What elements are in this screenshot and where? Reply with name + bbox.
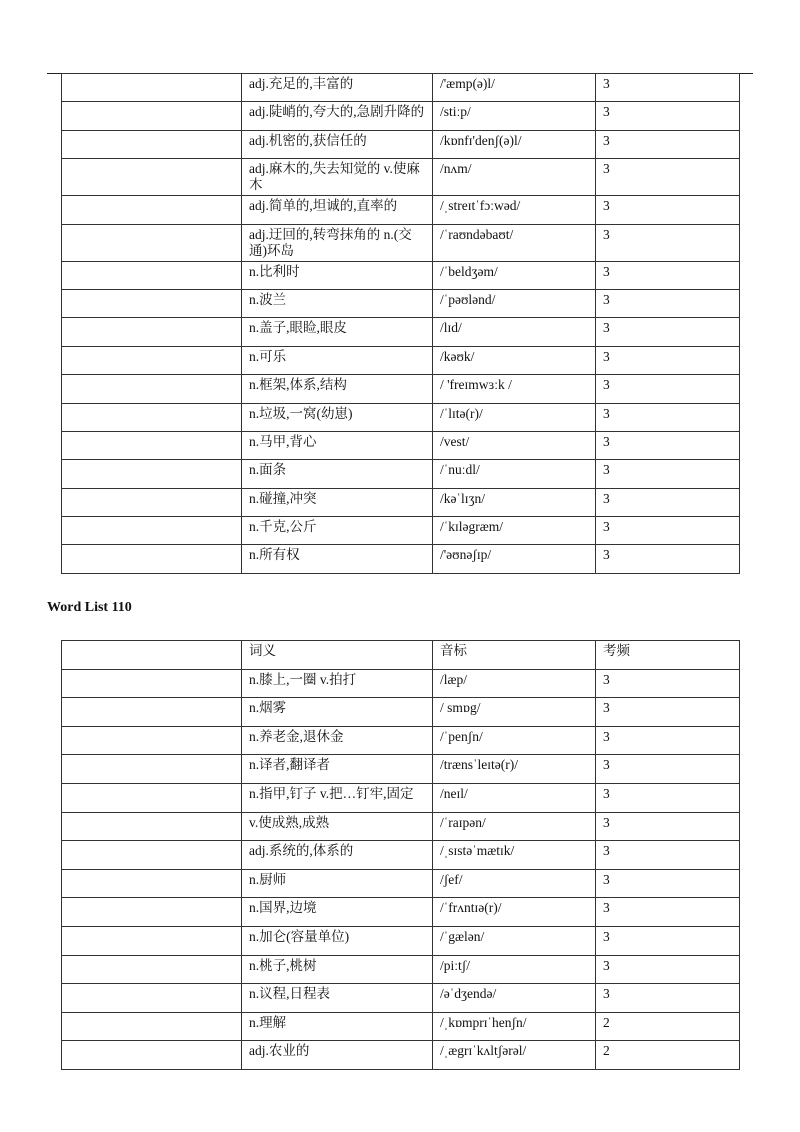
phonetic-cell: /stiːp/: [433, 102, 596, 130]
phonetic-cell: /kɒnfɪ'denʃ(ə)l/: [433, 130, 596, 158]
phonetic-cell: /ˈnuːdl/: [433, 460, 596, 488]
frequency-cell: 3: [596, 726, 740, 755]
phonetic-cell: /ˌstreɪtˈfɔːwəd/: [433, 196, 596, 224]
frequency-cell: 3: [596, 841, 740, 870]
word-cell: [62, 159, 242, 196]
phonetic-cell: /ˌsɪstəˈmætɪk/: [433, 841, 596, 870]
frequency-cell: 3: [596, 698, 740, 727]
table-row: [62, 130, 740, 158]
table-row: [62, 403, 740, 431]
frequency-cell: 3: [596, 159, 740, 196]
section-title: Word List 110: [47, 600, 132, 615]
word-cell: [62, 224, 242, 261]
word-cell: [62, 545, 242, 573]
frequency-cell: 3: [596, 224, 740, 261]
phonetic-cell: /læp/: [433, 669, 596, 698]
definition-cell: n.马甲,背心: [242, 431, 433, 459]
word-cell: [62, 698, 242, 727]
phonetic-cell: /ʃef/: [433, 869, 596, 898]
definition-cell: n.国界,边境: [242, 898, 433, 927]
phonetic-cell: /ˈkɪləgræm/: [433, 517, 596, 545]
word-cell: [62, 261, 242, 289]
phonetic-cell: /ˌægrɪˈkʌltʃərəl/: [433, 1041, 596, 1070]
frequency-cell: 3: [596, 403, 740, 431]
table-row: [62, 926, 740, 955]
table-row: [62, 159, 740, 196]
word-cell: [62, 318, 242, 346]
header-definition: 词义: [242, 641, 433, 670]
table-row: [62, 726, 740, 755]
table-row: [62, 755, 740, 784]
definition-cell: n.所有权: [242, 545, 433, 573]
phonetic-cell: /trænsˈleɪtə(r)/: [433, 755, 596, 784]
frequency-cell: 3: [596, 755, 740, 784]
frequency-cell: 3: [596, 545, 740, 573]
definition-cell: adj.农业的: [242, 1041, 433, 1070]
word-cell: [62, 955, 242, 984]
word-cell: [62, 726, 242, 755]
definition-cell: adj.充足的,丰富的: [242, 74, 433, 102]
frequency-cell: 3: [596, 898, 740, 927]
table-row: [62, 783, 740, 812]
phonetic-cell: /'æmp(ə)l/: [433, 74, 596, 102]
frequency-cell: 3: [596, 812, 740, 841]
definition-cell: n.膝上,一圈 v.拍打: [242, 669, 433, 698]
definition-cell: adj.迂回的,转弯抹角的 n.(交通)环岛: [242, 224, 433, 261]
frequency-cell: 3: [596, 346, 740, 374]
phonetic-cell: /lɪd/: [433, 318, 596, 346]
phonetic-cell: /ˈfrʌntɪə(r)/: [433, 898, 596, 927]
definition-cell: n.垃圾,一窝(幼崽): [242, 403, 433, 431]
table-row: [62, 898, 740, 927]
frequency-cell: 3: [596, 984, 740, 1013]
table-row: [62, 196, 740, 224]
frequency-cell: 2: [596, 1012, 740, 1041]
frequency-cell: 3: [596, 130, 740, 158]
word-cell: [62, 783, 242, 812]
definition-cell: n.理解: [242, 1012, 433, 1041]
table-row: [62, 669, 740, 698]
frequency-cell: 3: [596, 669, 740, 698]
table-row: [62, 346, 740, 374]
frequency-cell: 3: [596, 289, 740, 317]
definition-cell: v.使成熟,成熟: [242, 812, 433, 841]
phonetic-cell: /piːtʃ/: [433, 955, 596, 984]
definition-cell: n.厨师: [242, 869, 433, 898]
header-frequency: 考频: [596, 641, 740, 670]
word-cell: [62, 488, 242, 516]
vocab-table-body: [62, 641, 740, 1070]
table-row: [62, 102, 740, 130]
phonetic-cell: /əˈdʒendə/: [433, 984, 596, 1013]
frequency-cell: 3: [596, 318, 740, 346]
table-row: [62, 812, 740, 841]
phonetic-cell: /kəʊk/: [433, 346, 596, 374]
definition-cell: adj.简单的,坦诚的,直率的: [242, 196, 433, 224]
table-row: [62, 841, 740, 870]
definition-cell: n.千克,公斤: [242, 517, 433, 545]
word-cell: [62, 812, 242, 841]
definition-cell: n.养老金,退休金: [242, 726, 433, 755]
frequency-cell: 3: [596, 431, 740, 459]
word-cell: [62, 403, 242, 431]
definition-cell: n.烟雾: [242, 698, 433, 727]
word-cell: [62, 841, 242, 870]
word-cell: [62, 669, 242, 698]
phonetic-cell: /ˈlɪtə(r)/: [433, 403, 596, 431]
phonetic-cell: /kəˈlɪʒn/: [433, 488, 596, 516]
table-row: [62, 869, 740, 898]
frequency-cell: 3: [596, 517, 740, 545]
definition-cell: n.盖子,眼睑,眼皮: [242, 318, 433, 346]
table-row: [62, 74, 740, 102]
table-row: [62, 431, 740, 459]
table-row: [62, 224, 740, 261]
word-cell: [62, 375, 242, 403]
frequency-cell: 2: [596, 1041, 740, 1070]
phonetic-cell: /ˈpenʃn/: [433, 726, 596, 755]
phonetic-cell: /vest/: [433, 431, 596, 459]
definition-cell: n.可乐: [242, 346, 433, 374]
definition-cell: n.比利时: [242, 261, 433, 289]
word-cell: [62, 346, 242, 374]
word-cell: [62, 898, 242, 927]
word-cell: [62, 755, 242, 784]
phonetic-cell: / 'freɪmwɜːk /: [433, 375, 596, 403]
frequency-cell: 3: [596, 783, 740, 812]
table-row: [62, 261, 740, 289]
word-cell: [62, 926, 242, 955]
definition-cell: n.桃子,桃树: [242, 955, 433, 984]
definition-cell: adj.麻木的,失去知觉的 v.使麻木: [242, 159, 433, 196]
word-cell: [62, 74, 242, 102]
word-cell: [62, 289, 242, 317]
frequency-cell: 3: [596, 196, 740, 224]
definition-cell: n.波兰: [242, 289, 433, 317]
word-cell: [62, 431, 242, 459]
table-row: [62, 318, 740, 346]
word-cell: [62, 869, 242, 898]
frequency-cell: 3: [596, 488, 740, 516]
phonetic-cell: /neɪl/: [433, 783, 596, 812]
frequency-cell: 3: [596, 102, 740, 130]
table-row: [62, 375, 740, 403]
definition-cell: n.碰撞,冲突: [242, 488, 433, 516]
phonetic-cell: / smɒg/: [433, 698, 596, 727]
definition-cell: adj.机密的,获信任的: [242, 130, 433, 158]
frequency-cell: 3: [596, 375, 740, 403]
table-row: [62, 460, 740, 488]
frequency-cell: 3: [596, 926, 740, 955]
phonetic-cell: /ˈraʊndəbaʊt/: [433, 224, 596, 261]
header-phonetic: 音标: [433, 641, 596, 670]
word-cell: [62, 984, 242, 1013]
table-row: [62, 289, 740, 317]
word-cell: [62, 517, 242, 545]
phonetic-cell: /ˈraɪpən/: [433, 812, 596, 841]
table-row: [62, 1041, 740, 1070]
word-cell: [62, 1041, 242, 1070]
word-cell: [62, 102, 242, 130]
definition-cell: adj.陡峭的,夸大的,急剧升降的: [242, 102, 433, 130]
definition-cell: n.加仑(容量单位): [242, 926, 433, 955]
phonetic-cell: /'əʊnəʃɪp/: [433, 545, 596, 573]
phonetic-cell: /ˈpəʊlənd/: [433, 289, 596, 317]
table-row: [62, 488, 740, 516]
vocab-table-body: [62, 74, 740, 574]
frequency-cell: 3: [596, 74, 740, 102]
frequency-cell: 3: [596, 869, 740, 898]
phonetic-cell: /ˌkɒmprɪˈhenʃn/: [433, 1012, 596, 1041]
word-cell: [62, 1012, 242, 1041]
word-cell: [62, 460, 242, 488]
table-row: [62, 955, 740, 984]
definition-cell: n.议程,日程表: [242, 984, 433, 1013]
frequency-cell: 3: [596, 460, 740, 488]
frequency-cell: 3: [596, 955, 740, 984]
table-row: [62, 1012, 740, 1041]
word-cell: [62, 130, 242, 158]
definition-cell: n.指甲,钉子 v.把…钉牢,固定: [242, 783, 433, 812]
header-word: [62, 641, 242, 670]
table-header-row: [62, 641, 740, 670]
phonetic-cell: /nʌm/: [433, 159, 596, 196]
definition-cell: n.框架,体系,结构: [242, 375, 433, 403]
phonetic-cell: /ˈgælən/: [433, 926, 596, 955]
vocab-table-word-list-110: [61, 640, 740, 1070]
table-row: [62, 984, 740, 1013]
vocab-table-continued: [61, 73, 740, 574]
frequency-cell: 3: [596, 261, 740, 289]
definition-cell: n.译者,翻译者: [242, 755, 433, 784]
phonetic-cell: /ˈbeldʒəm/: [433, 261, 596, 289]
table-row: [62, 698, 740, 727]
definition-cell: adj.系统的,体系的: [242, 841, 433, 870]
definition-cell: n.面条: [242, 460, 433, 488]
table-row: [62, 545, 740, 573]
table-row: [62, 517, 740, 545]
word-cell: [62, 196, 242, 224]
